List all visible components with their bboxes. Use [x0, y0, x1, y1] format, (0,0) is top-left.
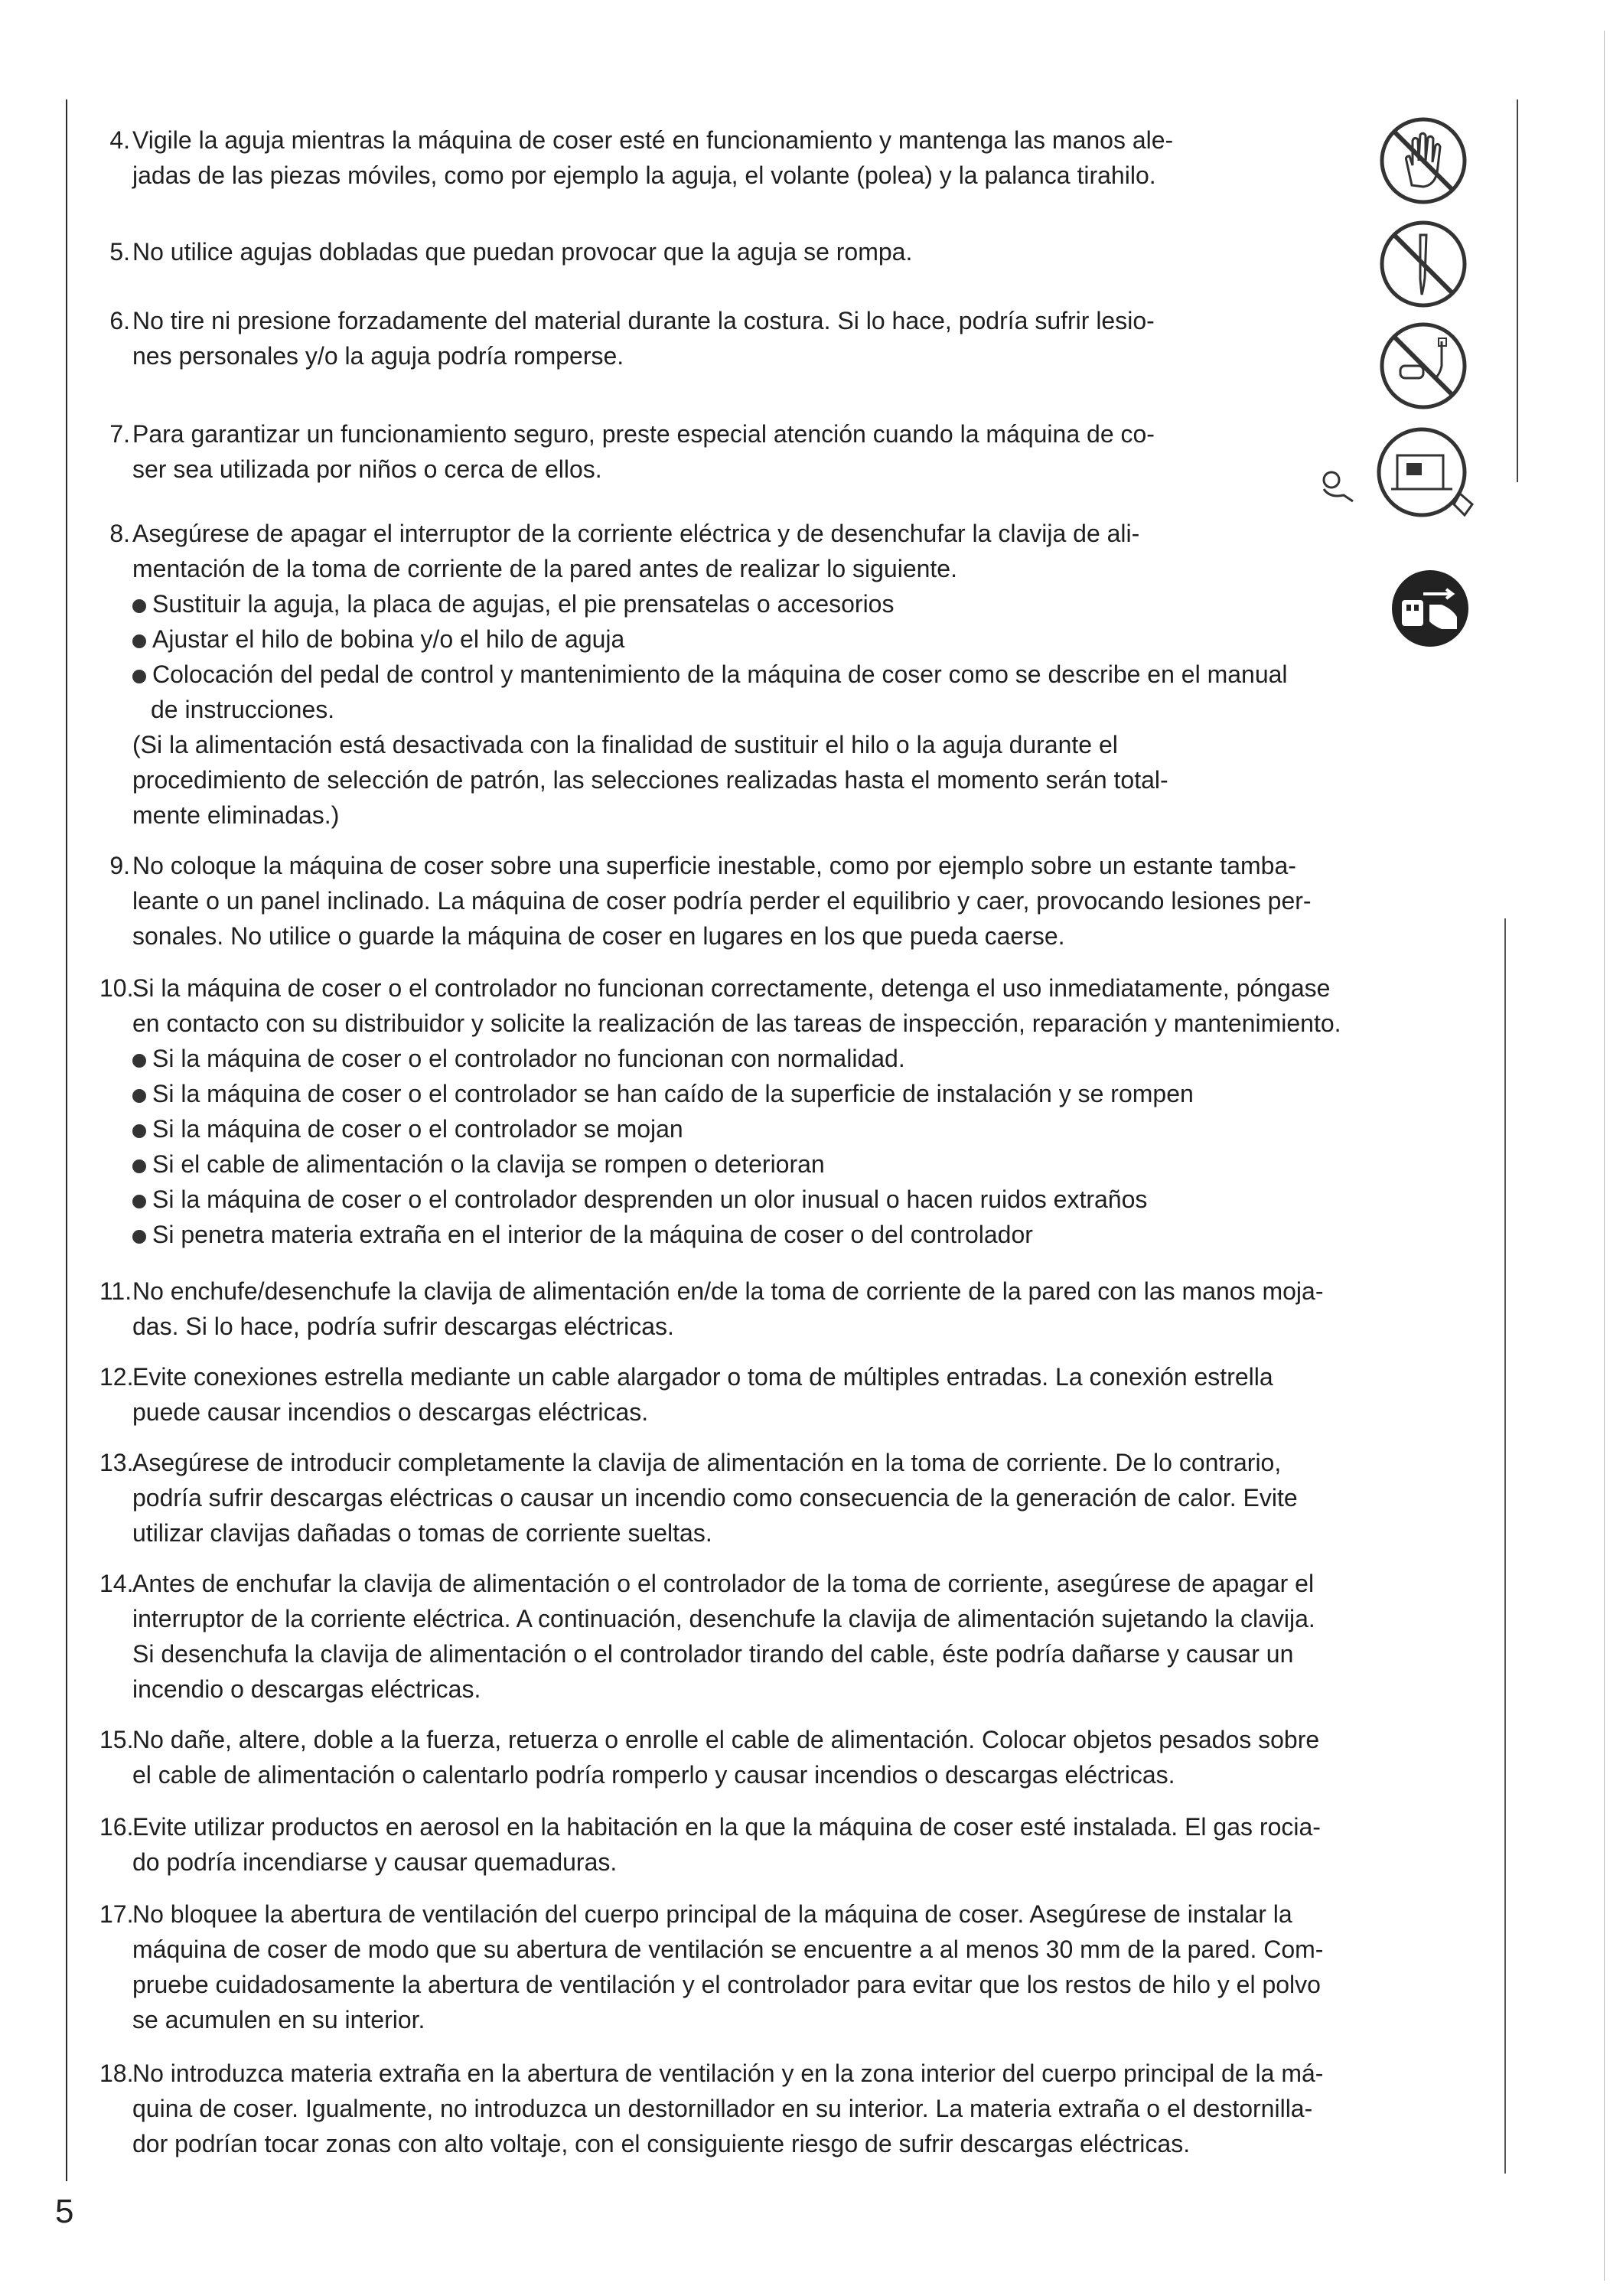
bullet-dot: [132, 1230, 146, 1244]
item-number: 4.: [109, 126, 130, 154]
item-text-line: ser sea utilizada por niños o cerca de ellos.: [132, 455, 602, 483]
note-line: mente eliminadas.): [132, 801, 340, 829]
item-text-line: Antes de enchufar la clavija de alimentación o el controlador de la toma de corriente, asegúrese de apagar el: [132, 1570, 1315, 1597]
bullet-item: Colocación del pedal de control y mantenimiento de la máquina de coser como se describe en el manual de instrucciones.: [132, 657, 1303, 727]
right-margin-rule-bottom: [1504, 918, 1506, 2174]
bullet-item: Si la máquina de coser o el controlador se mojan: [132, 1111, 1494, 1146]
page-number: 5: [55, 2193, 74, 2230]
child-safety-icon: [1315, 425, 1491, 540]
bullet-dot: [132, 1054, 146, 1068]
bullet-item: Si la máquina de coser o el controlador no funcionan con normalidad.: [132, 1041, 1494, 1076]
item-text-line: No bloquee la abertura de ventilación del cuerpo principal de la máquina de coser. Asegúrese de instalar la: [132, 1900, 1292, 1928]
item-text-line: No utilice agujas dobladas que puedan provocar que la aguja se rompa.: [132, 238, 913, 266]
item-text-line: Para garantizar un funcionamiento seguro, preste especial atención cuando la máquina de co-: [132, 420, 1155, 448]
item-text-line: das. Si lo hace, podría sufrir descargas eléctricas.: [132, 1313, 674, 1340]
no-hands-icon: [1377, 115, 1469, 207]
left-margin-rule: [66, 99, 67, 2181]
item-number: 6.: [109, 307, 130, 334]
item-text-line: puede causar incendios o descargas eléctricas.: [132, 1398, 649, 1426]
bullet-dot: [132, 670, 146, 683]
note-line: procedimiento de selección de patrón, las selecciones realizadas hasta el momento serán total-: [132, 766, 1168, 794]
item-text-line: No dañe, altere, doble a la fuerza, retuerza o enrolle el cable de alimentación. Colocar objetos pesados sobre: [132, 1726, 1320, 1753]
item-text-line: do podría incendiarse y causar quemaduras.: [132, 1848, 618, 1876]
bullet-item: Si la máquina de coser o el controlador desprenden un olor inusual o hacen ruidos extraños: [132, 1182, 1494, 1217]
item-text-line: pruebe cuidadosamente la abertura de ventilación y el controlador para evitar que los restos de hilo y el polvo: [132, 1971, 1321, 1998]
item-number: 12.: [99, 1363, 134, 1391]
note-line: (Si la alimentación está desactivada con la finalidad de sustituir el hilo o la aguja durante el: [132, 731, 1118, 758]
bullet-dot: [132, 634, 146, 648]
bullet-dot: [132, 599, 146, 613]
item-text-line: quina de coser. Igualmente, no introduzca un destornillador en su interior. La materia extraña o el destornilla-: [132, 2095, 1313, 2122]
no-bent-needle-icon: [1377, 218, 1469, 310]
item-text-line: máquina de coser de modo que su abertura de ventilación se encuentre a al menos 30 mm de la pared. Com-: [132, 1936, 1324, 1963]
item-text-line: se acumulen en su interior.: [132, 2006, 425, 2033]
item-number: 10.: [99, 974, 134, 1002]
item-number: 5.: [109, 238, 130, 266]
item-number: 18.: [99, 2060, 134, 2087]
item-text-line: incendio o descargas eléctricas.: [132, 1675, 481, 1703]
item-text-line: podría sufrir descargas eléctricas o causar un incendio como consecuencia de la generación de calor. Evite: [132, 1484, 1298, 1512]
bullet-item: Sustituir la aguja, la placa de agujas, el pie prensatelas o accesorios: [132, 586, 1303, 621]
item-text-line: No enchufe/desenchufe la clavija de alimentación en/de la toma de corriente de la pared con las manos moja-: [132, 1277, 1324, 1305]
unplug-icon: [1388, 566, 1472, 651]
item-number: 8.: [109, 520, 130, 547]
item-number: 16.: [99, 1813, 134, 1841]
item-text-line: interruptor de la corriente eléctrica. A continuación, desenchufe la clavija de alimentación sujetando la clavija.: [132, 1605, 1315, 1632]
item-text-line: utilizar clavijas dañadas o tomas de corriente sueltas.: [132, 1519, 712, 1547]
page-edge: [1604, 31, 1605, 2281]
item-number: 11.: [99, 1277, 132, 1305]
bullet-dot: [132, 1195, 146, 1208]
item-text-line: jadas de las piezas móviles, como por ejemplo la aguja, el volante (polea) y la palanca tirahilo.: [132, 161, 1156, 189]
item-text-line: en contacto con su distribuidor y solicite la realización de las tareas de inspección, reparación y mantenimiento.: [132, 1009, 1341, 1037]
item-text-line: Asegúrese de apagar el interruptor de la corriente eléctrica y de desenchufar la clavija de ali-: [132, 520, 1140, 547]
item-text-line: Vigile la aguja mientras la máquina de coser esté en funcionamiento y mantenga las manos ale-: [132, 126, 1174, 154]
item-text-line: leante o un panel inclinado. La máquina de coser podría perder el equilibrio y caer, provocando lesiones per-: [132, 887, 1312, 915]
bullet-item: Si el cable de alimentación o la clavija se rompen o deterioran: [132, 1146, 1494, 1182]
item-text-line: nes personales y/o la aguja podría romperse.: [132, 342, 624, 370]
bullet-item: Si la máquina de coser o el controlador se han caído de la superficie de instalación y se rompen: [132, 1076, 1494, 1111]
item-number: 14.: [99, 1570, 134, 1597]
item-text-line: No coloque la máquina de coser sobre una superficie inestable, como por ejemplo sobre un estante tamba-: [132, 852, 1296, 879]
no-pulling-fabric-icon: [1377, 320, 1469, 412]
item-text-line: Si desenchufa la clavija de alimentación o el controlador tirando del cable, éste podría dañarse y causar un: [132, 1640, 1294, 1668]
item-text-line: Evite conexiones estrella mediante un cable alargador o toma de múltiples entradas. La conexión estrella: [132, 1363, 1273, 1391]
bullet-dot: [132, 1124, 146, 1138]
bullet-dot: [132, 1159, 146, 1173]
item-number: 15.: [99, 1726, 134, 1753]
item-text-line: Si la máquina de coser o el controlador no funcionan correctamente, detenga el uso inmediatamente, póngase: [132, 974, 1331, 1002]
item-text-line: sonales. No utilice o guarde la máquina de coser en lugares en los que pueda caerse.: [132, 922, 1065, 950]
bullet-item: Ajustar el hilo de bobina y/o el hilo de aguja: [132, 621, 1303, 657]
item-text-line: dor podrían tocar zonas con alto voltaje, con el consiguiente riesgo de sufrir descargas eléctricas.: [132, 2130, 1191, 2157]
bullet-dot: [132, 1089, 146, 1103]
item-number: 17.: [99, 1900, 134, 1928]
item-text-line: el cable de alimentación o calentarlo podría romperlo y causar incendios o descargas eléctricas.: [132, 1761, 1175, 1789]
item-text-line: No introduzca materia extraña en la abertura de ventilación y en la zona interior del cuerpo principal de la má-: [132, 2060, 1324, 2087]
item-text-line: Evite utilizar productos en aerosol en la habitación en la que la máquina de coser esté instalada. El gas rocia-: [132, 1813, 1321, 1841]
item-number: 9.: [109, 852, 130, 879]
item-text-line: Asegúrese de introducir completamente la clavija de alimentación en la toma de corriente. De lo contrario,: [132, 1449, 1282, 1476]
item-text-line: mentación de la toma de corriente de la pared antes de realizar lo siguiente.: [132, 555, 957, 582]
right-margin-rule-top: [1517, 99, 1518, 482]
bullet-item: Si penetra materia extraña en el interior de la máquina de coser o del controlador: [132, 1217, 1494, 1252]
item-number: 13.: [99, 1449, 134, 1476]
item-number: 7.: [109, 420, 130, 448]
item-text-line: No tire ni presione forzadamente del material durante la costura. Si lo hace, podría sufrir lesio-: [132, 307, 1155, 334]
